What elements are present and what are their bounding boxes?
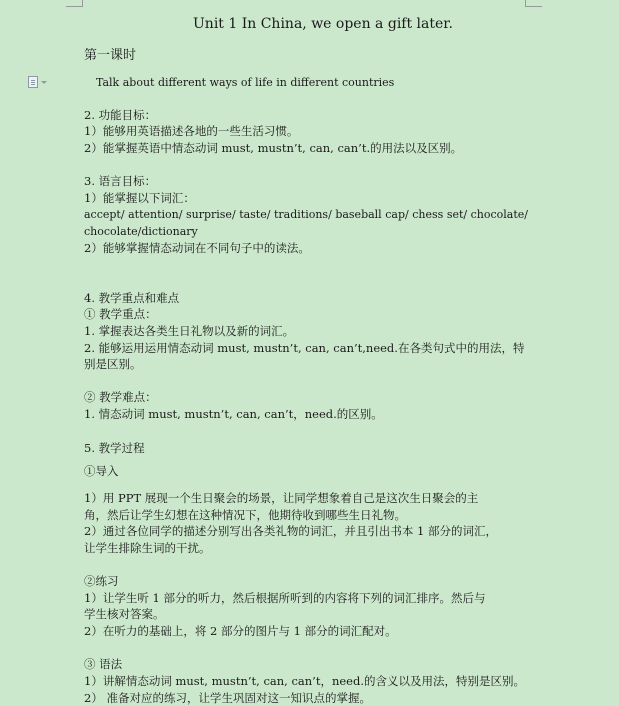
intro-step-2: 2）通过各位同学的描述分别写出各类礼物的词汇，并且引出书本 1 部分的词汇， xyxy=(84,524,497,538)
vocab-line-2: chocolate/dictionary xyxy=(84,225,198,238)
functional-goal-1: 1）能够用英语描述各地的一些生活习惯。 xyxy=(84,124,299,138)
vocab-line xyxy=(84,208,528,222)
language-goal-1: 1）能掌握以下词汇： xyxy=(84,191,195,205)
key-points-heading: ① 教学重点： xyxy=(84,307,157,321)
topic-line: Talk about different ways of life in different countries xyxy=(96,76,395,89)
intro-step-2-cont: 让学生排除生词的干扰。 xyxy=(84,541,211,555)
vocab-word: cap/ xyxy=(385,208,409,221)
functional-goals-heading: 2. 功能目标： xyxy=(84,108,157,122)
vocab-word: baseball xyxy=(335,208,382,221)
practice-step-2: 2）在听力的基础上，将 2 部分的图片与 1 部分的词汇配对。 xyxy=(84,624,397,638)
intro-step-1: 1）用 PPT 展现一个生日聚会的场景，让同学想象着自己是这次生日聚会的主 xyxy=(84,491,479,505)
process-heading: 5. 教学过程 xyxy=(84,441,145,455)
language-goals-heading: 3. 语言目标： xyxy=(84,174,157,188)
vocab-word: chocolate/ xyxy=(470,208,528,221)
key-point-1: 1. 掌握表达各类生日礼物以及新的词汇。 xyxy=(84,324,295,338)
document-title: Unit 1 In China, we open a gift later. xyxy=(193,16,453,32)
grammar-step-2: 2） 准备对应的练习，让学生巩固对这一知识点的掌握。 xyxy=(84,691,371,705)
key-difficult-heading: 4. 教学重点和难点 xyxy=(84,291,180,305)
practice-step-1-cont: 学生核对答案。 xyxy=(84,607,165,621)
vocab-word: attention/ xyxy=(128,208,183,221)
language-goal-2: 2）能够掌握情态动词在不同句子中的读法。 xyxy=(84,241,310,255)
vocab-word: surprise/ xyxy=(185,208,236,221)
practice-step-1: 1）让学生听 1 部分的听力，然后根据所听到的内容将下列的词汇排序。然后与 xyxy=(84,591,486,605)
grammar-step-1: 1）讲解情态动词 must, mustn’t, can, can’t，need.的含义以及用法，特别是区别。 xyxy=(84,674,525,688)
vocab-word: taste/ xyxy=(239,208,271,221)
vocab-word: traditions/ xyxy=(273,208,332,221)
intro-heading: ①导入 xyxy=(84,464,119,478)
practice-heading: ②练习 xyxy=(84,574,119,588)
key-point-2-cont: 别是区别。 xyxy=(84,357,142,371)
vocab-word: chess xyxy=(412,208,444,221)
difficult-point-1: 1. 情态动词 must, mustn’t, can, can’t，need.的区别。 xyxy=(84,407,383,421)
intro-step-1-cont: 角，然后让学生幻想在这种情况下，他期待收到哪些生日礼物。 xyxy=(84,508,406,522)
vocab-word: accept/ xyxy=(84,208,125,221)
vocab-word: set/ xyxy=(446,208,468,221)
functional-goal-2: 2）能掌握英语中情态动词 must, mustn’t, can, can’t.的用法以及区别。 xyxy=(84,141,463,155)
lesson-heading: 第一课时 xyxy=(84,48,137,63)
grammar-heading: ③ 语法 xyxy=(84,657,123,671)
key-point-2: 2. 能够运用运用情态动词 must, mustn’t, can, can’t,need.在各类句式中的用法，特 xyxy=(84,341,525,355)
difficult-points-heading: ② 教学难点： xyxy=(84,390,157,404)
